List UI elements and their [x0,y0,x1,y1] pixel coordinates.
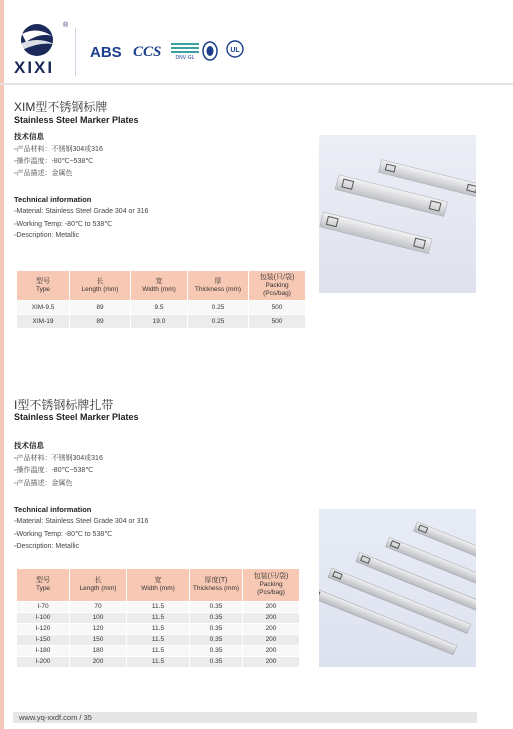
section1-tech-cn-material: ▫产品材料：不锈钢304或316 [14,146,103,153]
page-footer [13,712,477,723]
table-header: 宽 Width (mm) [127,569,190,602]
header-divider [75,28,76,76]
table-header: 宽 Width (mm) [131,271,188,301]
section2-spec-table [16,568,300,668]
section1-tech-cn-label: 技术信息 [14,132,44,141]
ccs-cert-logo: CCS [133,44,162,60]
section2-tech-cn-temp: ▫操作温度：-80℃~538℃ [14,467,94,474]
marker-ties-photo-icon [319,509,476,667]
section2-tech-en-desc: ▫Description: Metallic [14,543,80,550]
section2-subtitle: Stainless Steel Marker Plates [14,412,139,422]
table-row: I-180 180 11.5 0.35 200 [17,646,300,657]
dnv-gl-label: DNV·GL [175,55,195,61]
ul-label: UL [230,47,240,54]
section2-tech-en-material: ▫Material: Stainless Steel Grade 304 or 316 [14,518,149,525]
section1-tech-en-desc: ▫Description: Metallic [14,232,80,239]
table-header: 长 Length (mm) [70,569,127,602]
section2-tech-en-label: Technical information [14,505,92,514]
section2-tech-cn-desc: ▫产品描述：金属色 [14,480,73,487]
section1-subtitle: Stainless Steel Marker Plates [14,115,139,125]
table-header: 型号 Type [17,569,70,602]
table-row: I-70 70 11.5 0.35 200 [17,602,300,613]
seal-cert-logo-icon [202,41,218,61]
section1-tech-cn-temp: ▫操作温度：-80℃~538℃ [14,158,94,165]
table-header: 厚度(T) Thickness (mm) [190,569,243,602]
table-row: XIM-9.5 89 9.5 0.25 500 [17,301,306,315]
table-header: 包装(只/袋) Packing (Pcs/bag) [243,569,300,602]
section1-tech-en-label: Technical information [14,195,92,204]
table-header: 包装(只/袋) Packing (Pcs/bag) [249,271,306,301]
ul-cert-logo-icon [226,40,244,58]
header-rule [0,83,513,85]
section1-title: XIM型不锈钢标牌 [14,100,108,114]
section2-tech-cn-material: ▫产品材料：不锈钢304或316 [14,455,103,462]
table-row: XIM-19 89 19.0 0.25 500 [17,315,306,329]
table-row: I-150 150 11.5 0.35 200 [17,635,300,646]
section1-tech-en-temp: ▫Working Temp: -80℃ to 538℃ [14,221,113,228]
section2-tech-en-temp: ▫Working Temp: -80℃ to 538℃ [14,531,113,538]
abs-cert-logo: ABS [90,44,122,61]
section2-tech-cn-label: 技术信息 [14,441,44,450]
dnv-gl-cert-logo-icon [171,43,199,61]
table-row: I-120 120 11.5 0.35 200 [17,624,300,635]
section2-title: I型不锈钢标牌扎带 [14,398,114,412]
footer-url-page: www.yq-xxdf.com / 35 [19,713,92,722]
table-header: 型号 Type [17,271,70,301]
marker-plates-photo-icon [319,135,476,293]
registered-mark: ® [63,22,69,29]
brand-name: XIXI [14,58,55,77]
section1-tech-en-material: ▫Material: Stainless Steel Grade 304 or 316 [14,208,149,215]
section1-spec-table [16,270,306,329]
table-header: 长 Length (mm) [70,271,131,301]
table-row: I-100 100 11.5 0.35 200 [17,613,300,624]
table-header: 厚 Thickness (mm) [188,271,249,301]
table-row: I-200 200 11.5 0.35 200 [17,657,300,668]
left-accent-bar [0,0,4,729]
section1-tech-cn-desc: ▫产品描述：金属色 [14,170,73,177]
